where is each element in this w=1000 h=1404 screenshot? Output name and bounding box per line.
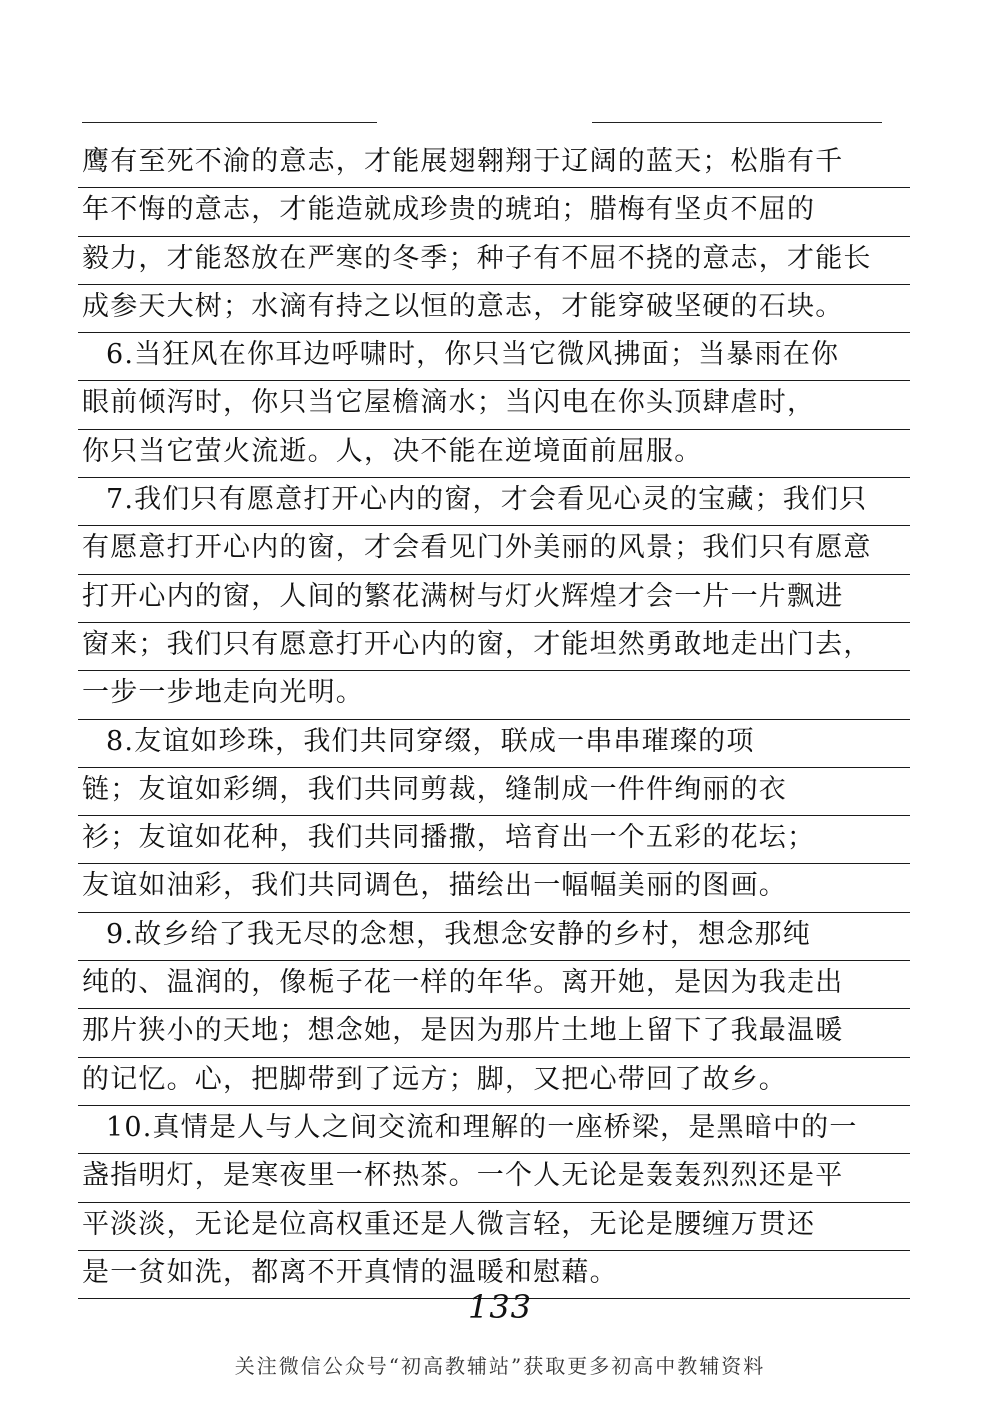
text-line: 9.故乡给了我无尽的念想，我想念安静的乡村，想念那纯 xyxy=(78,913,910,961)
text-line: 7.我们只有愿意打开心内的窗，才会看见心灵的宝藏；我们只 xyxy=(78,478,910,526)
text-line: 毅力，才能怒放在严寒的冬季；种子有不屈不挠的意志，才能长 xyxy=(78,237,910,285)
text-line: 窗来；我们只有愿意打开心内的窗，才能坦然勇敢地走出门去， xyxy=(78,623,910,671)
text-line: 成参天大树；水滴有持之以恒的意志，才能穿破坚硬的石块。 xyxy=(78,285,910,333)
text-line: 有愿意打开心内的窗，才会看见门外美丽的风景；我们只有愿意 xyxy=(78,526,910,574)
top-rule-right xyxy=(592,122,882,123)
handwritten-text-block xyxy=(78,140,910,1299)
text-line: 友谊如油彩，我们共同调色，描绘出一幅幅美丽的图画。 xyxy=(78,864,910,912)
text-line: 10.真情是人与人之间交流和理解的一座桥梁，是黑暗中的一 xyxy=(78,1106,910,1154)
text-line: 平淡淡，无论是位高权重还是人微言轻，无论是腰缠万贯还 xyxy=(78,1203,910,1251)
text-line: 纯的、温润的，像栀子花一样的年华。离开她，是因为我走出 xyxy=(78,961,910,1009)
top-rule-left xyxy=(82,122,377,123)
text-line: 链；友谊如彩绸，我们共同剪裁，缝制成一件件绚丽的衣 xyxy=(78,768,910,816)
text-line: 8.友谊如珍珠，我们共同穿缀，联成一串串璀璨的项 xyxy=(78,720,910,768)
text-line: 你只当它萤火流逝。人，决不能在逆境面前屈服。 xyxy=(78,430,910,478)
text-line: 年不悔的意志，才能造就成珍贵的琥珀；腊梅有坚贞不屈的 xyxy=(78,188,910,236)
text-line: 一步一步地走向光明。 xyxy=(78,671,910,719)
text-line: 是一贫如洗，都离不开真情的温暖和慰藉。 xyxy=(78,1251,910,1299)
text-line: 那片狭小的天地；想念她，是因为那片土地上留下了我最温暖 xyxy=(78,1009,910,1057)
text-line: 的记忆。心，把脚带到了远方；脚，又把心带回了故乡。 xyxy=(78,1058,910,1106)
text-line: 眼前倾泻时，你只当它屋檐滴水；当闪电在你头顶肆虐时， xyxy=(78,381,910,429)
page-number: 133 xyxy=(467,1288,533,1326)
text-line: 打开心内的窗，人间的繁花满树与灯火辉煌才会一片一片飘进 xyxy=(78,575,910,623)
text-line: 鹰有至死不渝的意志，才能展翅翱翔于辽阔的蓝天；松脂有千 xyxy=(78,140,910,188)
text-line: 6.当狂风在你耳边呼啸时，你只当它微风拂面；当暴雨在你 xyxy=(78,333,910,381)
text-line: 盏指明灯，是寒夜里一杯热茶。一个人无论是轰轰烈烈还是平 xyxy=(78,1154,910,1202)
footer-note: 关注微信公众号“初高教辅站”获取更多初高中教辅资料 xyxy=(234,1354,766,1378)
text-line: 衫；友谊如花种，我们共同播撒，培育出一个五彩的花坛； xyxy=(78,816,910,864)
